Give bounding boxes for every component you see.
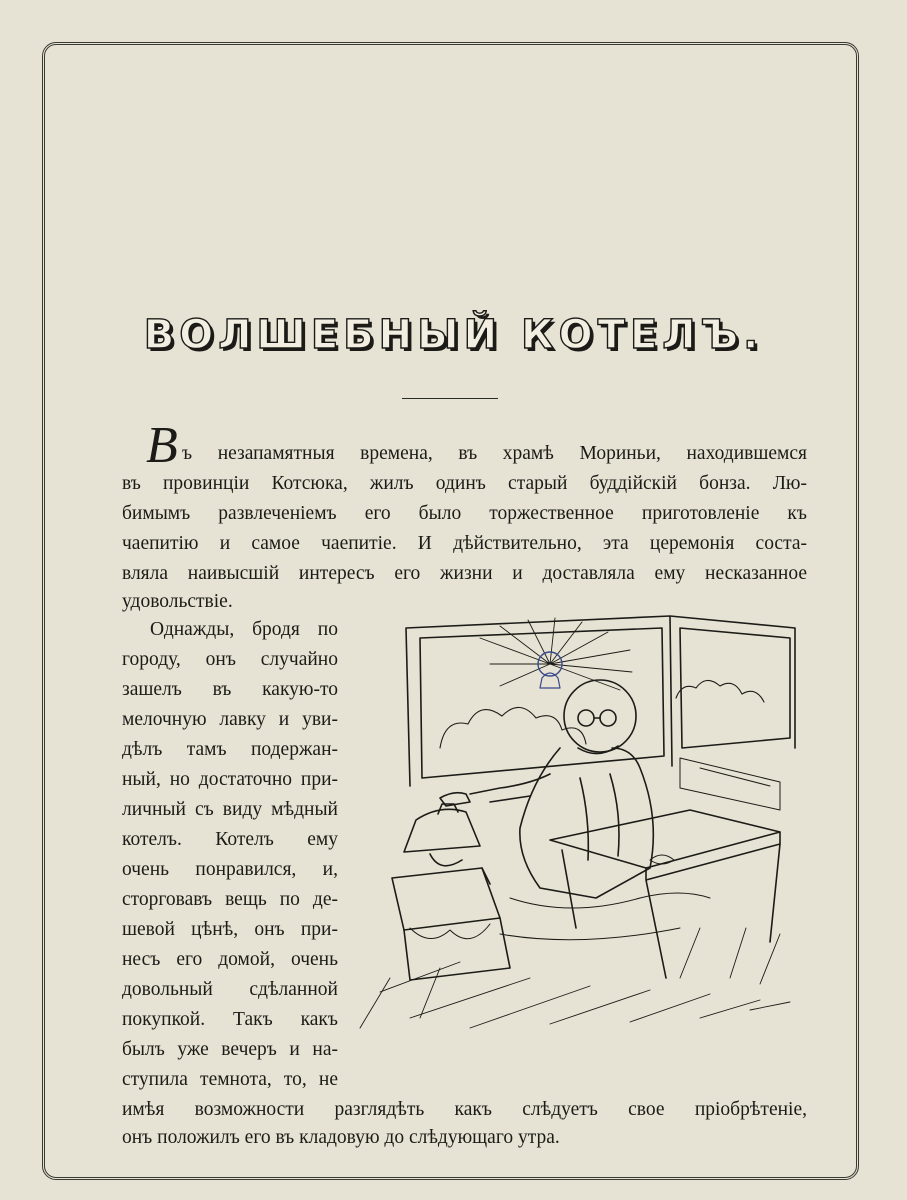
text-line: удовольствіе.	[122, 591, 233, 612]
text-line: ъ незапамятныя времена, въ храмѣ Мориньи, находившемся	[182, 443, 807, 464]
drop-cap: В	[146, 417, 178, 474]
text-line: былъ уже вечеръ и на-	[122, 1039, 338, 1060]
text-line: несъ его домой, очень	[122, 949, 338, 970]
text-line: ступила темнота, то, не	[122, 1069, 338, 1090]
text-line: личный съ виду мѣдный	[122, 799, 338, 820]
page-title: ВОЛШЕБНЫЙ КОТЕЛЪ.	[143, 312, 764, 358]
text-line: очень понравился, и,	[122, 859, 338, 880]
monk-tea-illustration	[350, 598, 800, 1040]
text-line: покупкой. Такъ какъ	[122, 1009, 338, 1030]
text-line: котелъ. Котелъ ему	[122, 829, 338, 850]
text-line: ный, но достаточно при-	[122, 769, 338, 790]
text-line: городу, онъ случайно	[122, 649, 338, 670]
text-line: чаепитію и самое чаепитіе. И дѣйствительно, эта церемонія соста-	[122, 533, 807, 554]
text-line: Однажды, бродя по	[150, 619, 338, 640]
text-line: бимымъ развлеченіемъ его было торжественное приготовленіе къ	[122, 503, 807, 524]
title-rule	[402, 398, 498, 399]
text-line: въ провинціи Котсюка, жилъ одинъ старый буддійскій бонза. Лю-	[122, 473, 807, 494]
text-line: мелочную лавку и уви-	[122, 709, 338, 730]
text-line: зашелъ въ какую-то	[122, 679, 338, 700]
text-line: дѣлъ тамъ подержан-	[122, 739, 338, 760]
text-line: довольный сдѣланной	[122, 979, 338, 1000]
text-line: сторговавъ вещь по де-	[122, 889, 338, 910]
text-line: шевой цѣнѣ, онъ при-	[122, 919, 338, 940]
text-line: онъ положилъ его въ кладовую до слѣдующаго утра.	[122, 1127, 560, 1148]
text-line: вляла наивысшій интересъ его жизни и доставляла ему несказанное	[122, 563, 807, 584]
text-line: имѣя возможности разглядѣть какъ слѣдуетъ свое пріобрѣтеніе,	[122, 1099, 807, 1120]
